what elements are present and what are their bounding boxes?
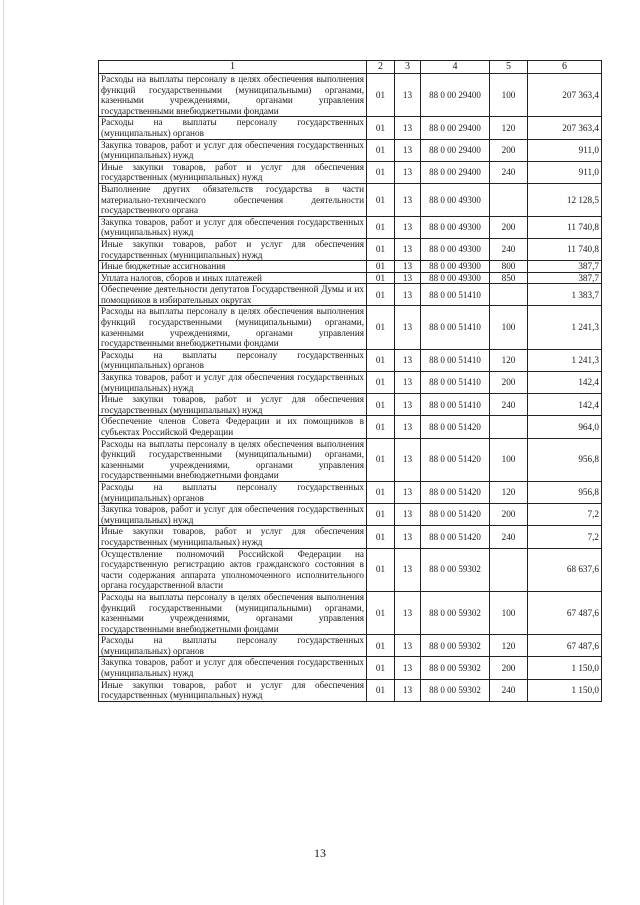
row-target-article: 88 0 00 51410 bbox=[421, 284, 490, 306]
row-section-code: 01 bbox=[367, 238, 395, 260]
table-body bbox=[99, 74, 602, 702]
row-description: Расходы на выплаты персоналу в целях обеспечения выполнения функций государственными (муниципальными) органами, казенными учреждениями, органами управления государственными внебюджетными фондами bbox=[99, 591, 367, 634]
row-description: Расходы на выплаты персоналу государственных (муниципальных) органов bbox=[99, 481, 367, 503]
row-amount: 142,4 bbox=[528, 372, 602, 394]
row-target-article: 88 0 00 49300 bbox=[421, 238, 490, 260]
row-target-article: 88 0 00 51410 bbox=[421, 372, 490, 394]
row-amount: 1 241,3 bbox=[528, 306, 602, 349]
row-amount: 956,8 bbox=[528, 438, 602, 481]
row-description: Расходы на выплаты персоналу в целях обеспечения выполнения функций государственными (муниципальными) органами, казенными учреждениями, органами управления государственными внебюджетными фондами bbox=[99, 74, 367, 117]
row-amount: 387,7 bbox=[528, 261, 602, 273]
col-header-3: 3 bbox=[395, 61, 421, 74]
table-row bbox=[99, 117, 602, 139]
row-target-article: 88 0 00 51410 bbox=[421, 306, 490, 349]
row-expense-type: 240 bbox=[490, 394, 528, 416]
row-expense-type bbox=[490, 183, 528, 216]
row-expense-type: 120 bbox=[490, 349, 528, 371]
row-description: Иные закупки товаров, работ и услуг для обеспечения государственных (муниципальных) нужд bbox=[99, 238, 367, 260]
row-amount: 1 383,7 bbox=[528, 284, 602, 306]
table-row bbox=[99, 349, 602, 371]
row-section-code: 01 bbox=[367, 306, 395, 349]
table-row bbox=[99, 504, 602, 526]
row-subsection-code: 13 bbox=[395, 183, 421, 216]
row-subsection-code: 13 bbox=[395, 591, 421, 634]
table-row bbox=[99, 481, 602, 503]
col-header-1: 1 bbox=[99, 61, 367, 74]
table-row bbox=[99, 139, 602, 161]
row-section-code: 01 bbox=[367, 74, 395, 117]
row-section-code: 01 bbox=[367, 548, 395, 591]
col-header-2: 2 bbox=[367, 61, 395, 74]
row-subsection-code: 13 bbox=[395, 416, 421, 438]
row-amount: 7,2 bbox=[528, 526, 602, 548]
row-section-code: 01 bbox=[367, 657, 395, 679]
row-section-code: 01 bbox=[367, 679, 395, 701]
row-amount: 207 363,4 bbox=[528, 74, 602, 117]
table-row bbox=[99, 526, 602, 548]
row-expense-type: 200 bbox=[490, 657, 528, 679]
row-target-article: 88 0 00 51410 bbox=[421, 349, 490, 371]
row-description: Расходы на выплаты персоналу в целях обеспечения выполнения функций государственными (муниципальными) органами, казенными учреждениями, органами управления государственными внебюджетными фондами bbox=[99, 438, 367, 481]
row-subsection-code: 13 bbox=[395, 438, 421, 481]
row-expense-type bbox=[490, 548, 528, 591]
row-subsection-code: 13 bbox=[395, 139, 421, 161]
row-section-code: 01 bbox=[367, 481, 395, 503]
row-amount: 142,4 bbox=[528, 394, 602, 416]
table-row bbox=[99, 272, 602, 284]
row-target-article: 88 0 00 51420 bbox=[421, 481, 490, 503]
row-description: Закупка товаров, работ и услуг для обеспечения государственных (муниципальных) нужд bbox=[99, 216, 367, 238]
row-subsection-code: 13 bbox=[395, 117, 421, 139]
row-description: Расходы на выплаты персоналу государственных (муниципальных) органов bbox=[99, 117, 367, 139]
row-section-code: 01 bbox=[367, 284, 395, 306]
col-header-6: 6 bbox=[528, 61, 602, 74]
row-subsection-code: 13 bbox=[395, 284, 421, 306]
row-expense-type: 240 bbox=[490, 161, 528, 183]
row-expense-type: 240 bbox=[490, 238, 528, 260]
row-amount: 67 487,6 bbox=[528, 591, 602, 634]
row-subsection-code: 13 bbox=[395, 216, 421, 238]
row-description: Иные бюджетные ассигнования bbox=[99, 261, 367, 273]
row-section-code: 01 bbox=[367, 394, 395, 416]
table-row bbox=[99, 372, 602, 394]
table-row bbox=[99, 438, 602, 481]
row-expense-type: 100 bbox=[490, 74, 528, 117]
row-subsection-code: 13 bbox=[395, 74, 421, 117]
row-description: Закупка товаров, работ и услуг для обеспечения государственных (муниципальных) нужд bbox=[99, 657, 367, 679]
row-amount: 1 150,0 bbox=[528, 657, 602, 679]
row-amount: 68 637,6 bbox=[528, 548, 602, 591]
row-target-article: 88 0 00 59302 bbox=[421, 635, 490, 657]
row-section-code: 01 bbox=[367, 216, 395, 238]
row-amount: 911,0 bbox=[528, 139, 602, 161]
row-target-article: 88 0 00 59302 bbox=[421, 548, 490, 591]
row-expense-type: 120 bbox=[490, 117, 528, 139]
table-row bbox=[99, 679, 602, 701]
row-section-code: 01 bbox=[367, 349, 395, 371]
row-section-code: 01 bbox=[367, 438, 395, 481]
row-subsection-code: 13 bbox=[395, 526, 421, 548]
row-amount: 7,2 bbox=[528, 504, 602, 526]
row-amount: 12 128,5 bbox=[528, 183, 602, 216]
row-description: Расходы на выплаты персоналу государственных (муниципальных) органов bbox=[99, 349, 367, 371]
row-target-article: 88 0 00 49300 bbox=[421, 216, 490, 238]
row-description: Закупка товаров, работ и услуг для обеспечения государственных (муниципальных) нужд bbox=[99, 139, 367, 161]
page-number: 13 bbox=[314, 846, 326, 860]
row-amount: 911,0 bbox=[528, 161, 602, 183]
row-amount: 964,0 bbox=[528, 416, 602, 438]
row-expense-type: 240 bbox=[490, 679, 528, 701]
row-description: Обеспечение членов Совета Федерации и их помощников в субъектах Российской Федерации bbox=[99, 416, 367, 438]
row-section-code: 01 bbox=[367, 526, 395, 548]
row-section-code: 01 bbox=[367, 117, 395, 139]
table-header-row bbox=[99, 61, 602, 74]
row-amount: 67 487,6 bbox=[528, 635, 602, 657]
row-expense-type: 200 bbox=[490, 504, 528, 526]
row-expense-type: 800 bbox=[490, 261, 528, 273]
row-section-code: 01 bbox=[367, 635, 395, 657]
row-description: Иные закупки товаров, работ и услуг для обеспечения государственных (муниципальных) нужд bbox=[99, 161, 367, 183]
table-row bbox=[99, 216, 602, 238]
row-section-code: 01 bbox=[367, 161, 395, 183]
row-target-article: 88 0 00 59302 bbox=[421, 657, 490, 679]
table-row bbox=[99, 306, 602, 349]
row-target-article: 88 0 00 51420 bbox=[421, 526, 490, 548]
row-description: Закупка товаров, работ и услуг для обеспечения государственных (муниципальных) нужд bbox=[99, 372, 367, 394]
row-expense-type: 100 bbox=[490, 591, 528, 634]
row-section-code: 01 bbox=[367, 272, 395, 284]
row-target-article: 88 0 00 29400 bbox=[421, 117, 490, 139]
scan-page-edge bbox=[3, 0, 4, 905]
row-section-code: 01 bbox=[367, 372, 395, 394]
table-row bbox=[99, 548, 602, 591]
row-expense-type: 200 bbox=[490, 372, 528, 394]
row-description: Выполнение других обязательств государства в части материально-технического обеспечения деятельности государственного органа bbox=[99, 183, 367, 216]
row-section-code: 01 bbox=[367, 139, 395, 161]
row-target-article: 88 0 00 51410 bbox=[421, 394, 490, 416]
row-expense-type: 100 bbox=[490, 438, 528, 481]
row-amount: 1 241,3 bbox=[528, 349, 602, 371]
row-expense-type bbox=[490, 416, 528, 438]
row-subsection-code: 13 bbox=[395, 272, 421, 284]
row-expense-type: 120 bbox=[490, 635, 528, 657]
row-expense-type: 850 bbox=[490, 272, 528, 284]
row-expense-type: 100 bbox=[490, 306, 528, 349]
row-subsection-code: 13 bbox=[395, 657, 421, 679]
table-row bbox=[99, 635, 602, 657]
row-target-article: 88 0 00 59302 bbox=[421, 679, 490, 701]
row-description: Иные закупки товаров, работ и услуг для обеспечения государственных (муниципальных) нужд bbox=[99, 679, 367, 701]
row-description: Расходы на выплаты персоналу в целях обеспечения выполнения функций государственными (муниципальными) органами, казенными учреждениями, органами управления государственными внебюджетными фондами bbox=[99, 306, 367, 349]
row-amount: 207 363,4 bbox=[528, 117, 602, 139]
col-header-5: 5 bbox=[490, 61, 528, 74]
col-header-4: 4 bbox=[421, 61, 490, 74]
table-row bbox=[99, 261, 602, 273]
row-subsection-code: 13 bbox=[395, 548, 421, 591]
row-target-article: 88 0 00 51420 bbox=[421, 504, 490, 526]
row-section-code: 01 bbox=[367, 504, 395, 526]
table-row bbox=[99, 183, 602, 216]
row-description: Иные закупки товаров, работ и услуг для обеспечения государственных (муниципальных) нужд bbox=[99, 394, 367, 416]
row-subsection-code: 13 bbox=[395, 504, 421, 526]
row-subsection-code: 13 bbox=[395, 306, 421, 349]
row-expense-type: 240 bbox=[490, 526, 528, 548]
table-row bbox=[99, 591, 602, 634]
table-row bbox=[99, 394, 602, 416]
row-target-article: 88 0 00 29400 bbox=[421, 161, 490, 183]
row-description: Расходы на выплаты персоналу государственных (муниципальных) органов bbox=[99, 635, 367, 657]
row-description: Осуществление полномочий Российской Федерации на государственную регистрацию актов гражданского состояния в части содержания аппарата уполномоченного исполнительного органа государственной власти bbox=[99, 548, 367, 591]
budget-table bbox=[98, 60, 602, 702]
row-amount: 11 740,8 bbox=[528, 216, 602, 238]
row-target-article: 88 0 00 29400 bbox=[421, 139, 490, 161]
row-subsection-code: 13 bbox=[395, 349, 421, 371]
row-expense-type bbox=[490, 284, 528, 306]
row-amount: 1 150,0 bbox=[528, 679, 602, 701]
row-expense-type: 120 bbox=[490, 481, 528, 503]
row-subsection-code: 13 bbox=[395, 635, 421, 657]
row-target-article: 88 0 00 49300 bbox=[421, 272, 490, 284]
row-target-article: 88 0 00 51420 bbox=[421, 438, 490, 481]
row-amount: 11 740,8 bbox=[528, 238, 602, 260]
row-subsection-code: 13 bbox=[395, 372, 421, 394]
row-section-code: 01 bbox=[367, 416, 395, 438]
row-amount: 956,8 bbox=[528, 481, 602, 503]
row-description: Иные закупки товаров, работ и услуг для обеспечения государственных (муниципальных) нужд bbox=[99, 526, 367, 548]
row-subsection-code: 13 bbox=[395, 261, 421, 273]
row-subsection-code: 13 bbox=[395, 238, 421, 260]
row-target-article: 88 0 00 49300 bbox=[421, 183, 490, 216]
table-row bbox=[99, 74, 602, 117]
row-section-code: 01 bbox=[367, 591, 395, 634]
row-subsection-code: 13 bbox=[395, 394, 421, 416]
table-row bbox=[99, 238, 602, 260]
table-row bbox=[99, 416, 602, 438]
row-amount: 387,7 bbox=[528, 272, 602, 284]
row-target-article: 88 0 00 49300 bbox=[421, 261, 490, 273]
row-subsection-code: 13 bbox=[395, 161, 421, 183]
row-section-code: 01 bbox=[367, 183, 395, 216]
row-expense-type: 200 bbox=[490, 216, 528, 238]
row-target-article: 88 0 00 59302 bbox=[421, 591, 490, 634]
row-description: Закупка товаров, работ и услуг для обеспечения государственных (муниципальных) нужд bbox=[99, 504, 367, 526]
row-target-article: 88 0 00 29400 bbox=[421, 74, 490, 117]
row-expense-type: 200 bbox=[490, 139, 528, 161]
table-row bbox=[99, 161, 602, 183]
row-description: Обеспечение деятельности депутатов Государственной Думы и их помощников в избирательных округах bbox=[99, 284, 367, 306]
row-subsection-code: 13 bbox=[395, 679, 421, 701]
row-section-code: 01 bbox=[367, 261, 395, 273]
table-row bbox=[99, 657, 602, 679]
row-subsection-code: 13 bbox=[395, 481, 421, 503]
table-row bbox=[99, 284, 602, 306]
row-target-article: 88 0 00 51420 bbox=[421, 416, 490, 438]
row-description: Уплата налогов, сборов и иных платежей bbox=[99, 272, 367, 284]
